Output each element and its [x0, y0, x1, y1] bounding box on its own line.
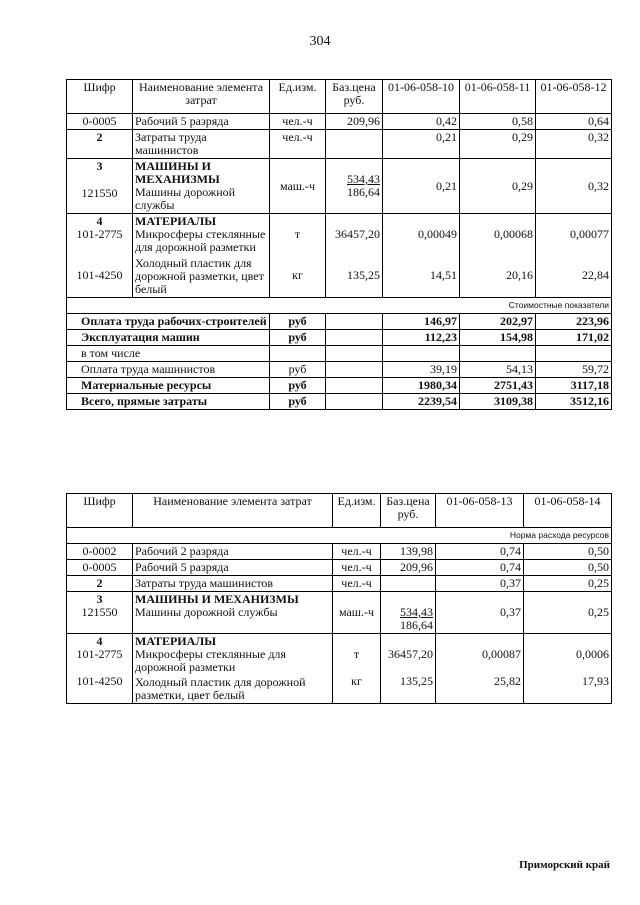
unit-cell: маш.-ч	[270, 159, 326, 214]
summary-unit	[270, 346, 326, 362]
section-name: МАТЕРИАЛЫ	[135, 214, 216, 228]
section-row	[67, 592, 612, 634]
value-cell: 0,29	[460, 159, 536, 214]
name-cell: Рабочий 5 разряда	[133, 114, 270, 130]
name-cell: Затраты труда машинистов	[133, 130, 270, 159]
summary-unit: руб	[270, 378, 326, 394]
header-col-12: 01-06-058-12	[536, 80, 612, 114]
summary-value: 3512,16	[536, 394, 612, 410]
value-cell: 0,50	[524, 544, 612, 560]
code-cell: 101-2775	[76, 227, 123, 241]
price-cell: 135,25	[347, 268, 380, 282]
value-cell: 0,00087	[482, 647, 521, 661]
summary-value: 154,98	[460, 330, 536, 346]
section-code: 3	[96, 159, 103, 173]
table-caption: Стоимостные показатели	[67, 298, 612, 314]
header-code: Шифр	[67, 494, 133, 528]
summary-value	[536, 346, 612, 362]
code-cell: 0-0005	[67, 114, 133, 130]
price-cell: 534,43	[400, 605, 433, 619]
unit-cell: чел.-ч	[333, 544, 381, 560]
price-cell-secondary: 186,64	[400, 618, 433, 632]
summary-row	[67, 378, 612, 394]
value-cell: 0,00068	[494, 227, 533, 241]
price-cell: 135,25	[400, 674, 433, 688]
header-price: Баз.цена руб.	[326, 80, 383, 114]
summary-label: Всего, прямые затраты	[67, 394, 270, 410]
value-cell: 0,37	[500, 605, 521, 619]
price-cell: 534,43	[347, 172, 380, 186]
page-number: 304	[309, 34, 331, 49]
summary-value: 223,96	[536, 314, 612, 330]
unit-cell: т	[353, 647, 360, 661]
value-cell: 0,0006	[576, 647, 609, 661]
summary-row	[67, 346, 612, 362]
summary-row	[67, 362, 612, 378]
value-cell: 0,21	[383, 159, 460, 214]
price-cell: 209,96	[381, 560, 436, 576]
header-col-14: 01-06-058-14	[524, 494, 612, 528]
code-cell: 101-2775	[76, 647, 123, 661]
value-cell: 25,82	[494, 674, 521, 688]
price-cell-secondary: 186,64	[347, 185, 380, 199]
price-cell: 209,96	[326, 114, 383, 130]
code-cell: 0-0005	[67, 560, 133, 576]
name-cell: Микросферы стеклянные для дорожной разметки	[135, 647, 286, 674]
value-cell: 0,74	[436, 560, 524, 576]
summary-label: Эксплуатация машин	[67, 330, 270, 346]
summary-value: 39,19	[383, 362, 460, 378]
summary-unit: руб	[270, 362, 326, 378]
value-cell: 0,32	[536, 130, 612, 159]
name-cell: Рабочий 5 разряда	[133, 560, 333, 576]
summary-label: Материальные ресурсы	[67, 378, 270, 394]
table-caption: Норма расхода ресурсов	[67, 528, 612, 544]
summary-label: Оплата труда машинистов	[67, 362, 270, 378]
value-cell: 22,84	[582, 268, 609, 282]
section-name: МАТЕРИАЛЫ	[135, 634, 216, 648]
header-name: Наименование элемента затрат	[133, 494, 333, 528]
price-cell	[326, 130, 383, 159]
price-cell: 139,98	[381, 544, 436, 560]
table-row	[67, 130, 612, 159]
section-row	[67, 159, 612, 214]
value-cell: 0,25	[588, 605, 609, 619]
value-cell: 0,50	[524, 560, 612, 576]
unit-cell: т	[294, 227, 301, 241]
table-row	[67, 560, 612, 576]
summary-value: 2751,43	[460, 378, 536, 394]
summary-value	[383, 346, 460, 362]
summary-value: 2239,54	[383, 394, 460, 410]
cost-table-2	[66, 493, 612, 704]
header-price: Баз.цена руб.	[381, 494, 436, 528]
unit-cell: маш.-ч	[338, 605, 375, 619]
value-cell: 17,93	[582, 674, 609, 688]
section-row	[67, 214, 612, 298]
unit-cell: чел.-ч	[270, 114, 326, 130]
value-cell: 0,25	[524, 576, 612, 592]
value-cell: 0,00049	[418, 227, 457, 241]
summary-unit: руб	[270, 314, 326, 330]
summary-value: 54,13	[460, 362, 536, 378]
value-cell: 0,00077	[570, 227, 609, 241]
code-cell: 101-4250	[76, 268, 123, 282]
code-cell: 121550	[81, 605, 118, 619]
summary-value: 3117,18	[536, 378, 612, 394]
section-code: 4	[96, 214, 103, 228]
name-cell: Рабочий 2 разряда	[133, 544, 333, 560]
value-cell: 0,37	[436, 576, 524, 592]
value-cell: 0,74	[436, 544, 524, 560]
summary-row	[67, 394, 612, 410]
price-cell: 36457,20	[335, 227, 380, 241]
value-cell: 14,51	[430, 268, 457, 282]
summary-row	[67, 314, 612, 330]
summary-value: 59,72	[536, 362, 612, 378]
name-cell: Машины дорожной службы	[135, 185, 236, 212]
summary-value: 112,23	[383, 330, 460, 346]
unit-cell: чел.-ч	[270, 130, 326, 159]
summary-unit: руб	[270, 330, 326, 346]
value-cell: 20,16	[506, 268, 533, 282]
unit-cell: кг	[292, 268, 303, 282]
header-unit: Ед.изм.	[270, 80, 326, 114]
summary-value: 146,97	[383, 314, 460, 330]
summary-label: в том числе	[67, 346, 270, 362]
header-name: Наименование элемента затрат	[133, 80, 270, 114]
value-cell: 0,32	[536, 159, 612, 214]
value-cell: 0,42	[383, 114, 460, 130]
unit-cell: чел.-ч	[333, 560, 381, 576]
value-cell: 0,64	[536, 114, 612, 130]
name-cell: Затраты труда машинистов	[133, 576, 333, 592]
summary-value: 171,02	[536, 330, 612, 346]
summary-value	[460, 346, 536, 362]
value-cell: 0,58	[460, 114, 536, 130]
code-cell: 2	[67, 130, 133, 159]
name-cell: Холодный пластик для дорожной разметки, цвет белый	[135, 675, 306, 702]
value-cell: 0,29	[460, 130, 536, 159]
section-code: 4	[96, 634, 103, 648]
section-name: МАШИНЫ И МЕХАНИЗМЫ	[135, 159, 220, 186]
name-cell: Машины дорожной службы	[135, 605, 278, 619]
section-row	[67, 634, 612, 704]
table-row	[67, 576, 612, 592]
table-row	[67, 114, 612, 130]
code-cell: 2	[67, 576, 133, 592]
header-unit: Ед.изм.	[333, 494, 381, 528]
cost-table-1	[66, 79, 612, 410]
code-cell: 0-0002	[67, 544, 133, 560]
header-col-11: 01-06-058-11	[460, 80, 536, 114]
region-footer: Приморский край	[519, 859, 610, 871]
header-col-13: 01-06-058-13	[436, 494, 524, 528]
value-cell: 0,21	[383, 130, 460, 159]
price-cell	[381, 576, 436, 592]
code-cell: 121550	[81, 186, 118, 200]
summary-label: Оплата труда рабочих-строителей	[67, 314, 270, 330]
price-cell: 36457,20	[388, 647, 433, 661]
table-row	[67, 544, 612, 560]
header-col-10: 01-06-058-10	[383, 80, 460, 114]
summary-value: 3109,38	[460, 394, 536, 410]
section-code: 3	[96, 592, 103, 606]
code-cell: 101-4250	[76, 674, 123, 688]
summary-row	[67, 330, 612, 346]
summary-value: 1980,34	[383, 378, 460, 394]
unit-cell: кг	[351, 674, 362, 688]
summary-unit: руб	[270, 394, 326, 410]
unit-cell: чел.-ч	[333, 576, 381, 592]
header-code: Шифр	[67, 80, 133, 114]
section-name: МАШИНЫ И МЕХАНИЗМЫ	[135, 592, 299, 606]
section-block	[67, 159, 133, 214]
summary-value: 202,97	[460, 314, 536, 330]
name-cell: Микросферы стеклянные для дорожной разметки	[135, 227, 266, 254]
name-cell: Холодный пластик для дорожной разметки, цвет белый	[135, 256, 264, 296]
